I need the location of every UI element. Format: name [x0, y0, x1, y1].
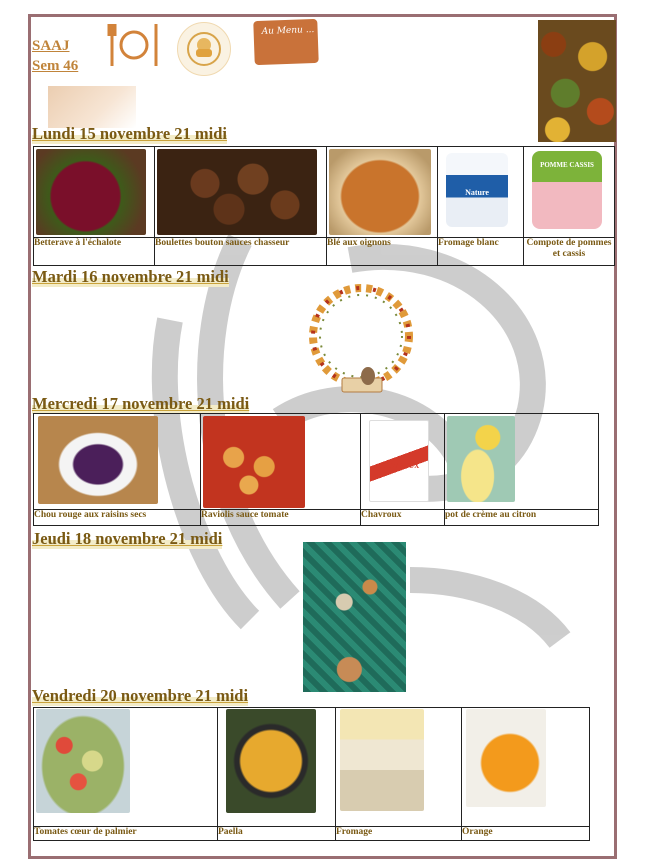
menu-item: Chavroux [361, 510, 445, 526]
menu-table-vendredi [33, 707, 590, 841]
menu-item: Blé aux oignons [327, 238, 438, 266]
tomato-palm-heart-photo [36, 709, 130, 813]
brand-line-2: Sem 46 [32, 58, 79, 74]
meatballs-photo [157, 149, 317, 235]
lemon-cream-photo [447, 416, 515, 502]
day-title-lundi: Lundi 15 novembre 21 midi [32, 124, 227, 143]
day-title-mardi: Mardi 16 novembre 21 midi [32, 267, 229, 286]
day-title-vendredi: Vendredi 20 novembre 21 midi [32, 686, 249, 705]
menu-item: Raviolis sauce tomate [201, 510, 361, 526]
chavroux-photo: CHAVROUX [369, 420, 429, 502]
photo-cell [327, 147, 438, 238]
autumn-leaves-image [538, 20, 616, 142]
photo-cell [34, 708, 218, 827]
cheese-photo [340, 709, 424, 811]
menu-item: Compote de pommes et cassis [524, 238, 615, 266]
photo-cell [201, 414, 361, 510]
photo-cell [34, 414, 201, 510]
day-title-mercredi: Mercredi 17 novembre 21 midi [32, 394, 250, 413]
menu-item: Orange [462, 827, 590, 841]
menu-item: Fromage [336, 827, 462, 841]
menu-item: Tomates cœur de palmier [34, 827, 218, 841]
menu-item: Boulettes bouton sauces chasseur [155, 238, 327, 266]
photo-cell [445, 414, 599, 510]
autumn-wreath-image [298, 278, 424, 402]
picnic-photo [303, 542, 406, 692]
menu-table-lundi [33, 146, 615, 266]
plate-cutlery-icon [106, 20, 162, 70]
wheat-onion-photo [329, 149, 431, 235]
orange-photo [466, 709, 546, 807]
beet-photo [36, 149, 146, 235]
photo-cell [155, 147, 327, 238]
menu-item: Chou rouge aux raisins secs [34, 510, 201, 526]
menu-table-mercredi [33, 413, 599, 526]
menu-item: Paella [218, 827, 336, 841]
photo-cell [462, 708, 590, 827]
paella-photo [226, 709, 316, 813]
menu-item: Betterave à l'échalote [34, 238, 155, 266]
yogurt-pot-photo: Nature [446, 153, 508, 227]
photo-cell [524, 147, 615, 238]
photo-cell [34, 147, 155, 238]
association-logo [177, 22, 231, 76]
photo-cell [438, 147, 524, 238]
au-menu-badge: Au Menu ... [253, 19, 318, 65]
red-cabbage-photo [38, 416, 158, 504]
brand-line-1: SAAJ [32, 38, 70, 54]
photo-cell [361, 414, 445, 510]
menu-item: pot de crème au citron [445, 510, 599, 526]
photo-cell [336, 708, 462, 827]
photo-cell [218, 708, 336, 827]
compote-pot-photo: POMME CASSIS [532, 151, 602, 229]
day-title-jeudi: Jeudi 18 novembre 21 midi [32, 529, 223, 548]
ravioli-photo [203, 416, 305, 508]
brand-header [32, 36, 78, 76]
menu-item: Fromage blanc [438, 238, 524, 266]
building-image [48, 86, 136, 128]
face-mask-icon [178, 23, 230, 75]
